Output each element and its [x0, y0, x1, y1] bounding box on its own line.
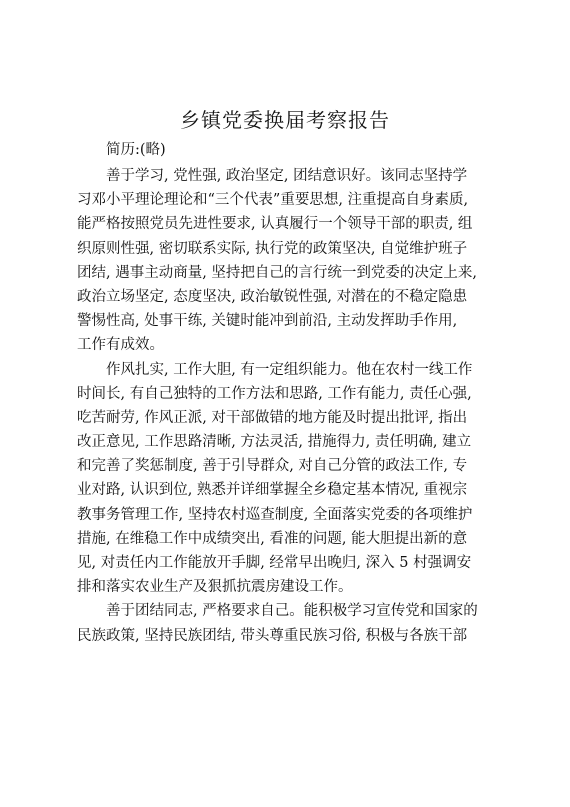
- paragraph-2-line-5: 和完善了奖惩制度, 善于引导群众, 对自己分管的政法工作, 专: [77, 458, 468, 475]
- paragraph-1-line-8: 工作有成效。: [77, 337, 164, 354]
- paragraph-2-line-7: 教事务管理工作, 坚持农村巡查制度, 全面落实党委的各项维护: [77, 506, 473, 523]
- paragraph-2-line-9: 见, 对责任内工作能放开手脚, 经常早出晚归, 深入 5 村强调安: [77, 555, 472, 571]
- paragraph-2-line-4: 改正意见, 工作思路清晰, 方法灵活, 措施得力, 责任明确, 建立: [77, 434, 472, 451]
- document-body: [77, 164, 497, 648]
- paragraph-1-line-5: 团结, 遇事主动商量, 坚持把自己的言行统一到党委的决定上来,: [77, 264, 478, 281]
- paragraph-1-line-1: 善于学习, 党性强, 政治坚定, 团结意识好。该同志坚持学: [106, 168, 468, 184]
- paragraph-2-line-2: 时间长, 有自己独特的工作方法和思路, 工作有能力, 责任心强,: [77, 385, 472, 402]
- paragraph-1-line-3: 能严格按照党员先进性要求, 认真履行一个领导干部的职责, 组: [77, 216, 473, 233]
- paragraph-1-line-2: 习邓小平理论理论和“三个代表”重要思想, 注重提高自身素质,: [77, 192, 469, 209]
- paragraph-1-line-7: 警惕性高, 处事干练, 关键时能冲到前沿, 主动发挥助手作用,: [77, 313, 458, 330]
- resume-line: 简历:(略): [106, 142, 166, 158]
- paragraph-1-line-4: 织原则性强, 密切联系实际, 执行党的政策坚决, 自觉维护班子: [77, 240, 468, 257]
- paragraph-3-line-1: 善于团结同志, 严格要求自己。能积极学习宣传党和国家的: [106, 603, 478, 620]
- paragraph-1-line-6: 政治立场坚定, 态度坚决, 政治敏锐性强, 对潜在的不稳定隐患: [77, 288, 468, 305]
- paragraph-2-line-8: 措施, 在维稳工作中成绩突出, 看准的问题, 能大胆提出新的意: [77, 530, 468, 547]
- paragraph-2-line-6: 业对路, 认识到位, 熟悉并详细掌握全乡稳定基本情况, 重视宗: [77, 482, 468, 499]
- paragraph-2-line-10: 排和落实农业生产及狠抓抗震房建设工作。: [77, 579, 353, 596]
- paragraph-2-line-1: 作风扎实, 工作大胆, 有一定组织能力。他在农村一线工作: [106, 361, 473, 378]
- document-title: 乡镇党委换届考察报告: [180, 108, 390, 132]
- paragraph-2-line-3: 吃苦耐劳, 作风正派, 对干部做错的地方能及时提出批评, 指出: [77, 409, 468, 426]
- paragraph-3-line-2: 民族政策, 坚持民族团结, 带头尊重民族习俗, 积极与各族干部: [77, 627, 468, 644]
